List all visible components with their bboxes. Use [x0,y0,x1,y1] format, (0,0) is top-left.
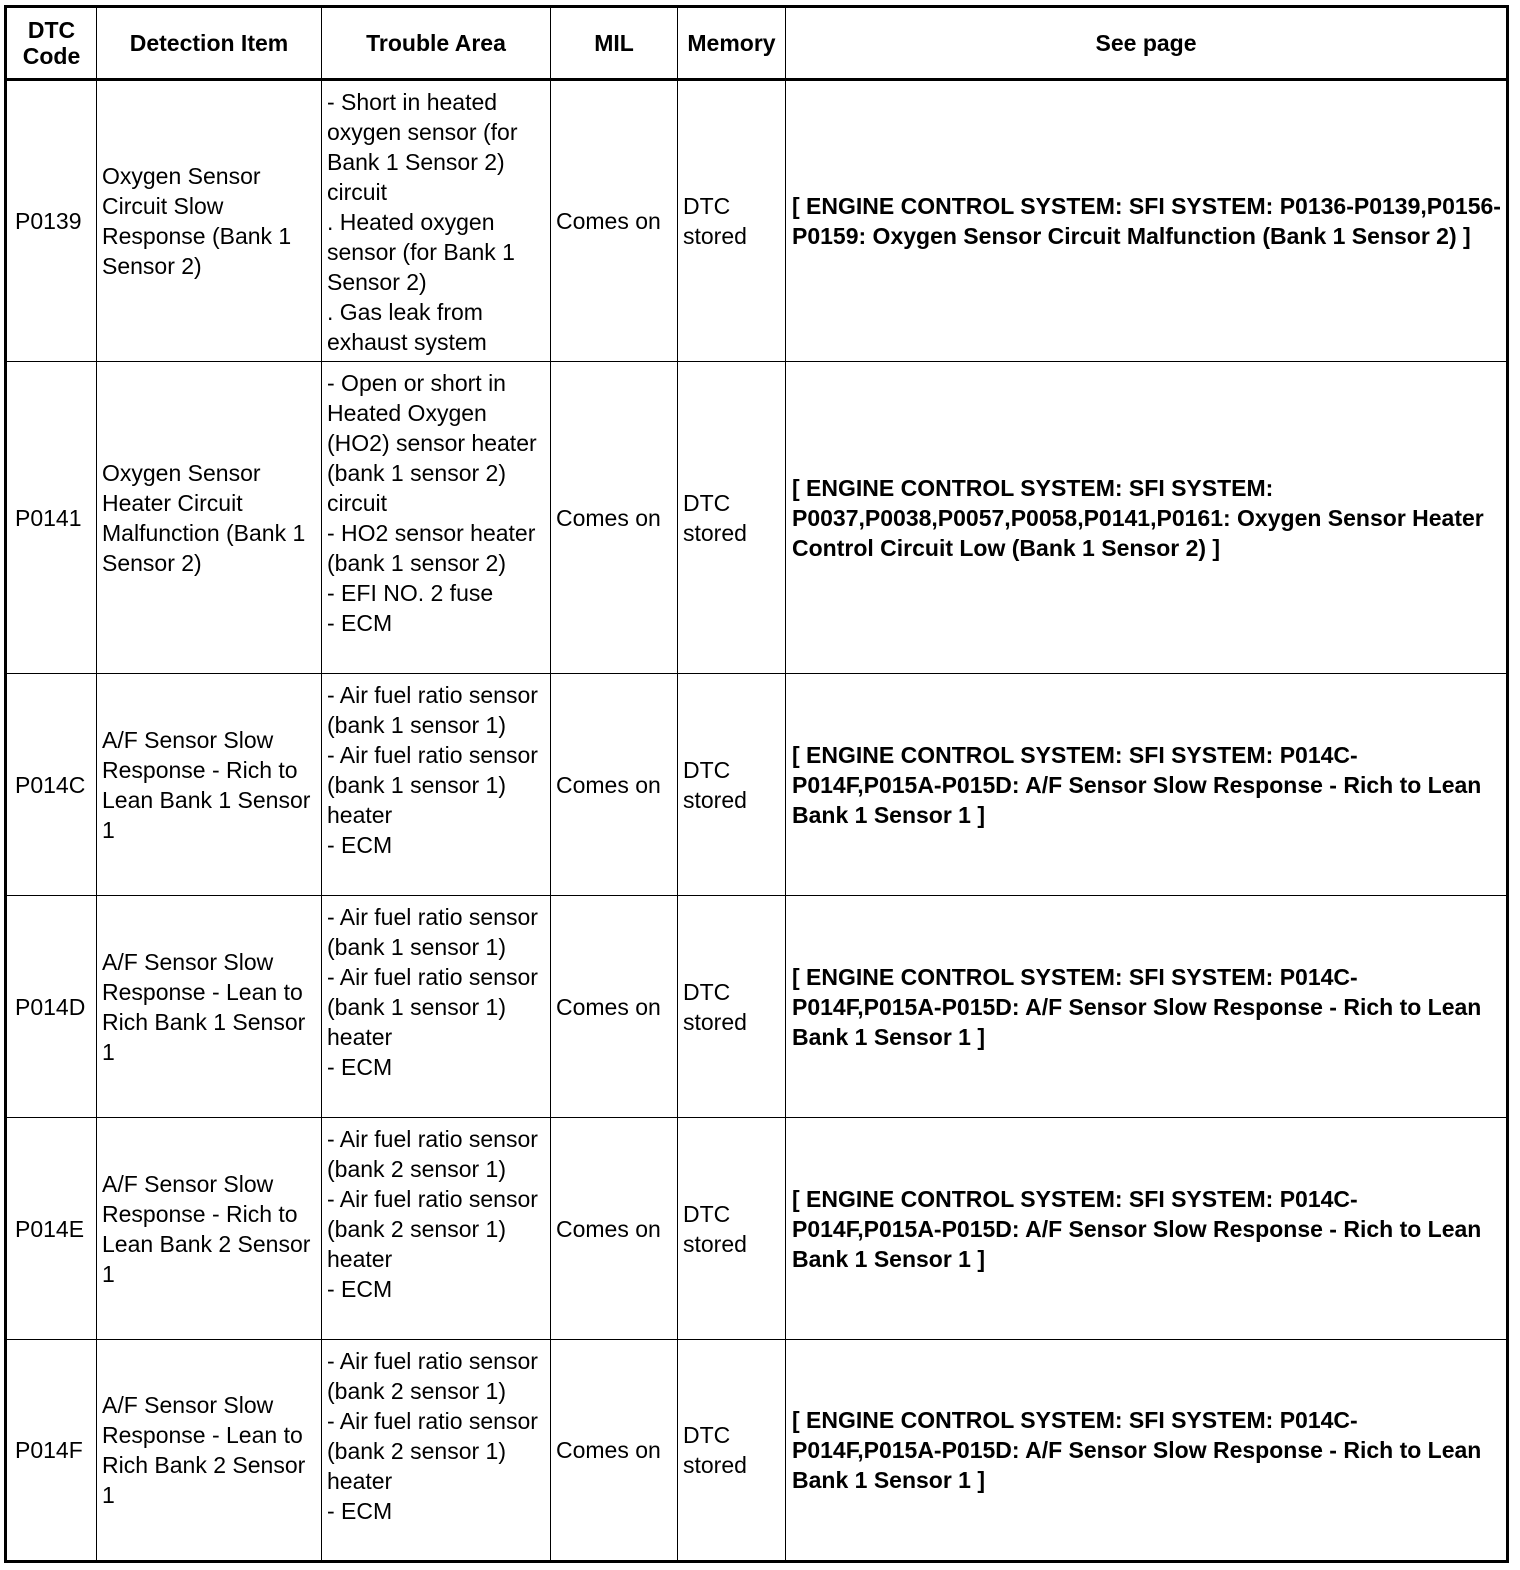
header-see-page: See page [786,7,1508,80]
memory-cell: DTC stored [678,896,786,1118]
dtc-code-cell: P014F [6,1340,97,1562]
dtc-code-cell: P014C [6,674,97,896]
dtc-code-cell: P014E [6,1118,97,1340]
trouble-area-line: - Short in heated oxygen sensor (for Bank 1 Sensor 2) circuit [327,89,518,205]
trouble-area-cell [322,80,551,362]
trouble-area-line: - ECM [327,1054,393,1080]
dtc-code-cell: P0139 [6,80,97,362]
trouble-area-line: - Air fuel ratio sensor (bank 2 sensor 1) heater [327,1408,538,1494]
dtc-code-cell: P014D [6,896,97,1118]
trouble-area-cell [322,674,551,896]
detection-item-cell: Oxygen Sensor Circuit Slow Response (Bank 1 Sensor 2) [97,80,322,362]
trouble-area-line: - EFI NO. 2 fuse [327,580,494,606]
header-memory: Memory [678,7,786,80]
trouble-area-line: - Air fuel ratio sensor (bank 1 sensor 1) heater [327,964,538,1050]
memory-cell: DTC stored [678,1118,786,1340]
trouble-area-line: . Gas leak from exhaust system [327,299,487,355]
see-page-cell: [ ENGINE CONTROL SYSTEM: SFI SYSTEM: P014C-P014F,P015A-P015D: A/F Sensor Slow Response - Rich to Lean Bank 1 Sensor 1 ] [786,896,1508,1118]
trouble-area-line: - Air fuel ratio sensor (bank 2 sensor 1) [327,1348,538,1404]
trouble-area-cell [322,1118,551,1340]
memory-cell: DTC stored [678,1340,786,1562]
trouble-area-line: . Heated oxygen sensor (for Bank 1 Sensor 2) [327,209,515,295]
trouble-area-line: - Air fuel ratio sensor (bank 2 sensor 1) heater [327,1186,538,1272]
header-mil: MIL [551,7,678,80]
memory-cell: DTC stored [678,80,786,362]
detection-item-cell: Oxygen Sensor Heater Circuit Malfunction (Bank 1 Sensor 2) [97,362,322,674]
trouble-area-line: - ECM [327,832,393,858]
trouble-area-line: - Air fuel ratio sensor (bank 1 sensor 1) heater [327,742,538,828]
trouble-area-line: - Air fuel ratio sensor (bank 1 sensor 1) [327,904,538,960]
see-page-cell: [ ENGINE CONTROL SYSTEM: SFI SYSTEM: P0037,P0038,P0057,P0058,P0141,P0161: Oxygen Sensor Heater Control Circuit Low (Bank 1 Sensor 2) ] [786,362,1508,674]
header-detection-item: Detection Item [97,7,322,80]
detection-item-cell: A/F Sensor Slow Response - Rich to Lean Bank 1 Sensor 1 [97,674,322,896]
header-trouble-area: Trouble Area [322,7,551,80]
see-page-cell: [ ENGINE CONTROL SYSTEM: SFI SYSTEM: P014C-P014F,P015A-P015D: A/F Sensor Slow Response - Rich to Lean Bank 1 Sensor 1 ] [786,674,1508,896]
trouble-area-line: - Air fuel ratio sensor (bank 1 sensor 1) [327,682,538,738]
trouble-area-cell [322,362,551,674]
see-page-cell: [ ENGINE CONTROL SYSTEM: SFI SYSTEM: P014C-P014F,P015A-P015D: A/F Sensor Slow Response - Rich to Lean Bank 1 Sensor 1 ] [786,1340,1508,1562]
dtc-code-cell: P0141 [6,362,97,674]
detection-item-cell: A/F Sensor Slow Response - Rich to Lean Bank 2 Sensor 1 [97,1118,322,1340]
table-row [6,362,1508,674]
trouble-area-cell [322,896,551,1118]
memory-cell: DTC stored [678,362,786,674]
table-header [6,7,1508,80]
table-row [6,896,1508,1118]
header-dtc-code: DTC Code [6,7,97,80]
detection-item-cell: A/F Sensor Slow Response - Lean to Rich Bank 2 Sensor 1 [97,1340,322,1562]
trouble-area-line: - Air fuel ratio sensor (bank 2 sensor 1) [327,1126,538,1182]
memory-cell: DTC stored [678,674,786,896]
mil-cell: Comes on [551,80,678,362]
table-row [6,1118,1508,1340]
detection-item-cell: A/F Sensor Slow Response - Lean to Rich Bank 1 Sensor 1 [97,896,322,1118]
trouble-area-cell [322,1340,551,1562]
mil-cell: Comes on [551,1340,678,1562]
mil-cell: Comes on [551,1118,678,1340]
trouble-area-line: - ECM [327,610,393,636]
table-row [6,1340,1508,1562]
dtc-table [4,5,1509,1563]
mil-cell: Comes on [551,674,678,896]
trouble-area-line: - ECM [327,1498,393,1524]
see-page-cell: [ ENGINE CONTROL SYSTEM: SFI SYSTEM: P0136-P0139,P0156-P0159: Oxygen Sensor Circuit Malfunction (Bank 1 Sensor 2) ] [786,80,1508,362]
trouble-area-line: - HO2 sensor heater (bank 1 sensor 2) [327,520,536,576]
mil-cell: Comes on [551,362,678,674]
table-row [6,80,1508,362]
mil-cell: Comes on [551,896,678,1118]
trouble-area-line: - ECM [327,1276,393,1302]
table-body [6,80,1508,1562]
table-row [6,674,1508,896]
header-row [6,7,1508,80]
trouble-area-line: - Open or short in Heated Oxygen (HO2) sensor heater (bank 1 sensor 2) circuit [327,370,537,516]
see-page-cell: [ ENGINE CONTROL SYSTEM: SFI SYSTEM: P014C-P014F,P015A-P015D: A/F Sensor Slow Response - Rich to Lean Bank 1 Sensor 1 ] [786,1118,1508,1340]
